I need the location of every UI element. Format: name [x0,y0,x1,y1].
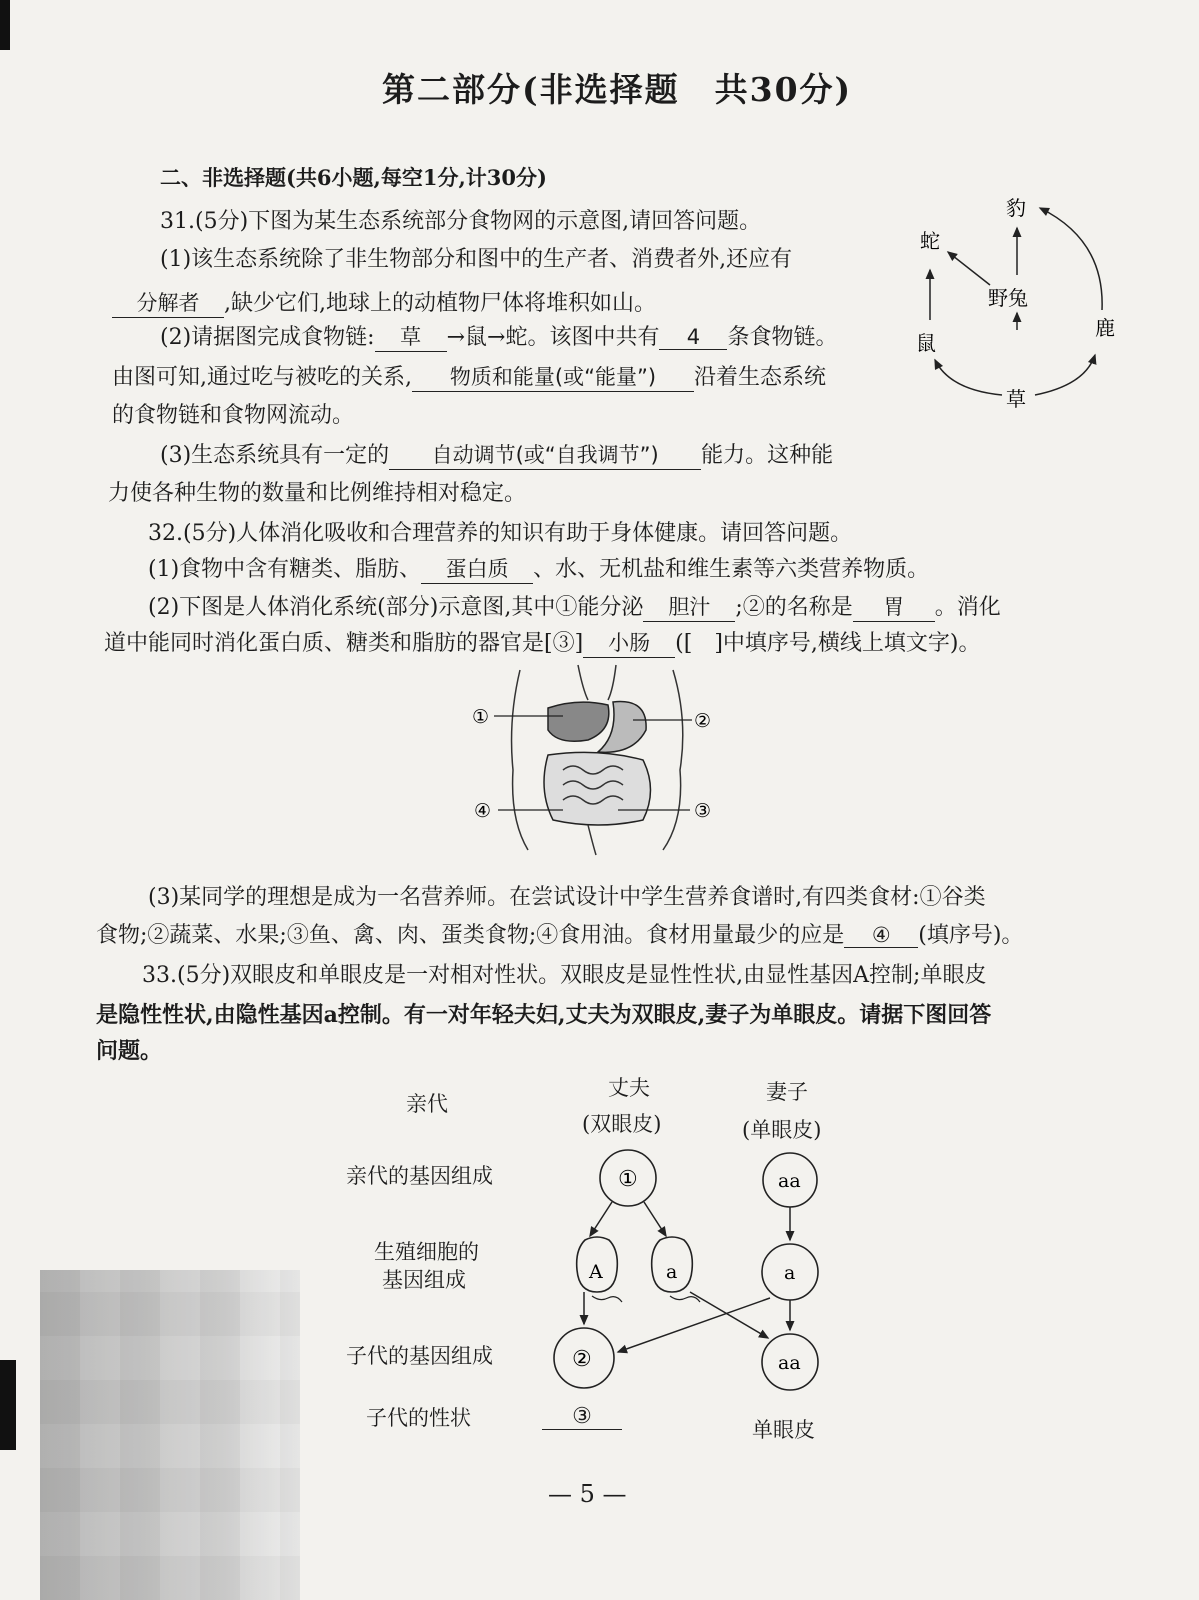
q31-p1-text-b: ,缺少它们,地球上的动植物尸体将堆积如山。 [224,291,656,316]
q32-p1-text-b: 、水、无机盐和维生素等六类营养物质。 [533,557,930,582]
label-2: ② [694,710,712,732]
label-1: ① [472,706,490,728]
esophagus [578,665,616,700]
q32-p2-line1 [148,590,1001,622]
husband-label: 丈夫 [608,1076,650,1100]
q32-p3-text-b: 食物;②蔬菜、水果;③鱼、禽、肉、蛋类食物;④食用油。食材用量最少的应是 [96,923,845,948]
q31-p2-text-b: →鼠→蛇。该图中共有 [446,325,660,350]
node-rabbit: 野兔 [988,286,1028,310]
q31-p1-line2 [112,286,656,318]
node-grass: 草 [1006,387,1026,411]
section-heading: 二、非选择题(共6小题,每空1分,计30分) [160,165,547,190]
answer-blank: 蛋白质 [421,553,533,584]
page-title: 第二部分(非选择题 共30分) [382,70,853,109]
arrow-a-child2 [690,1292,768,1338]
answer-blank: 胆汁 [643,591,735,622]
husband-genotype: ① [618,1167,638,1192]
answer-blank: 物质和能量(或“能量”) [412,361,694,392]
answer-blank: 小肠 [583,627,675,658]
row-label-parent-genes: 亲代的基因组成 [346,1164,493,1188]
row-label-gametes-2: 基因组成 [382,1268,466,1292]
q32-p3-line2 [96,918,1023,949]
q32-p2-text-e: ([ ]中填序号,横线上填文字)。 [675,631,981,656]
body-outline-left [512,670,528,850]
label-3: ③ [694,800,712,822]
node-leopard: 豹 [1006,196,1026,220]
q32-p1-text-a: (1)食物中含有糖类、脂肪、 [148,557,422,582]
child2-trait: 单眼皮 [752,1418,815,1442]
q32-p1 [148,552,929,584]
answer-blank: ④ [844,923,918,948]
q33-line2: 是隐性性状,由隐性基因a控制。有一对年轻夫妇,丈夫为双眼皮,妻子为单眼皮。请据下图回答 [96,1002,992,1028]
q33-line3: 问题。 [96,1038,163,1064]
scan-edge-bottom [0,1360,16,1450]
node-snake: 蛇 [920,229,940,253]
answer-blank: 4 [659,325,727,350]
label-4: ④ [474,800,492,822]
q32-p3-text-c: (填序号)。 [918,923,1024,948]
q32-p2-line2 [104,626,981,658]
wife-label: 妻子 [766,1080,808,1104]
row-label-gametes-1: 生殖细胞的 [374,1240,479,1264]
node-deer: 鹿 [1095,316,1115,340]
q33-line1: 33.(5分)双眼皮和单眼皮是一对相对性状。双眼皮是显性性状,由显性基因A控制;单眼皮 [142,963,987,988]
q32-intro: 32.(5分)人体消化吸收和合理营养的知识有助于身体健康。请回答问题。 [148,521,853,546]
q31-p2-text-e: 沿着生态系统 [694,365,827,390]
arrow-husband-a [644,1202,666,1236]
child1-genotype: ② [572,1347,592,1372]
child2-genotype: aa [778,1352,801,1374]
arrow-grass-deer [1035,355,1095,395]
genetics-diagram [520,1140,860,1420]
q31-p3-line1 [160,438,833,470]
sperm-tail-A [592,1296,622,1302]
answer-blank: 草 [375,321,447,352]
q31-p1-text: (1)该生态系统除了非生物部分和图中的生产者、消费者外,还应有 [160,247,793,272]
row-label-child-genes: 子代的基因组成 [346,1344,493,1368]
q31-p3-line2: 力使各种生物的数量和比例维持相对稳定。 [108,481,527,506]
row-label-child-trait: 子代的性状 [366,1406,471,1430]
q31-intro: 31.(5分)下图为某生态系统部分食物网的示意图,请回答问题。 [160,209,762,234]
gamete-A: A [589,1261,603,1283]
q31-p2-line3: 的食物链和食物网流动。 [112,403,355,428]
gamete-a-mother: a [784,1262,796,1284]
arrow-deer-leopard [1040,208,1102,310]
q31-p3-text-a: (3)生态系统具有一定的 [160,443,390,468]
sperm-tail-a [670,1296,700,1302]
q32-p2-text-b: ;②的名称是 [735,595,853,620]
digestive-system-diagram [468,660,728,860]
q32-p2-text-d: 道中能同时消化蛋白质、糖类和脂肪的器官是[③] [104,631,584,656]
answer-blank: 分解者 [112,287,224,318]
rectum [588,825,596,855]
q32-p3-line1: (3)某同学的理想是成为一名营养师。在尝试设计中学生营养食谱时,有四类食材:①谷类 [148,885,986,910]
arrow-grass-mouse [935,360,1002,395]
q31-p2-line1 [160,320,837,352]
q32-p2-text-c: 。消化 [934,595,1001,620]
arrow-rabbit-snake [948,252,990,285]
wife-genotype: aa [778,1170,801,1192]
q31-p2-text-d: 由图可知,通过吃与被吃的关系, [112,365,412,390]
body-outline-right [663,670,683,850]
q32-p2-text-a: (2)下图是人体消化系统(部分)示意图,其中①能分泌 [148,595,644,620]
answer-blank: 胃 [853,591,935,622]
q31-p2-line2 [112,360,826,392]
q31-p2-text-a: (2)请据图完成食物链: [160,325,375,350]
husband-trait: (双眼皮) [582,1112,662,1136]
scan-edge-top [0,0,10,50]
liver [548,702,609,741]
node-mouse: 鼠 [916,331,936,355]
wife-trait: (单眼皮) [742,1118,822,1142]
arrow-husband-A [590,1202,612,1236]
answer-blank: 自动调节(或“自我调节”) [389,439,701,470]
gamete-a-father: a [666,1261,678,1283]
page-number: — 5 — [548,1480,627,1508]
child1-trait-blank: ③ [542,1404,622,1430]
pixelated-blur [40,1270,300,1600]
q31-p2-text-c: 条食物链。 [727,325,838,350]
q31-p3-text-b: 能力。这种能 [701,443,834,468]
row-label-parent: 亲代 [406,1092,448,1116]
food-web-diagram [910,190,1130,420]
